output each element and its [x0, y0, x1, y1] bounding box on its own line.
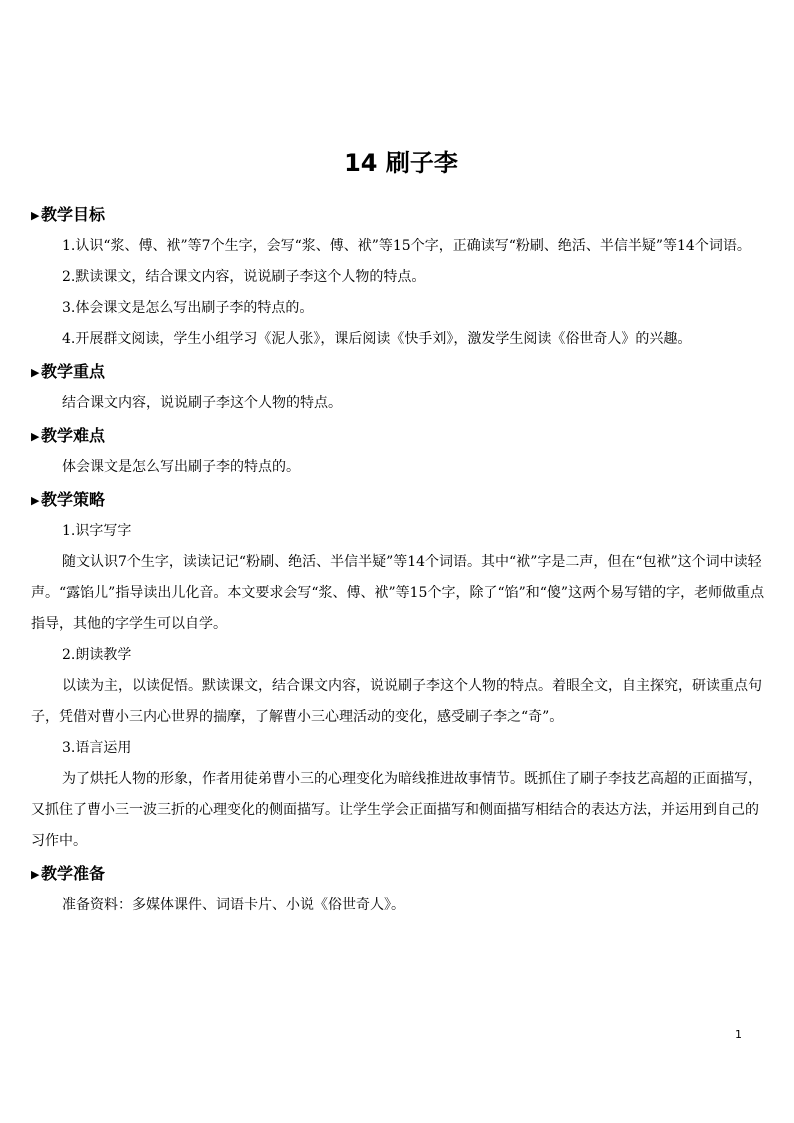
section-heading-text: 教学准备 [41, 864, 106, 883]
page-title: 14 刷子李 [344, 149, 458, 177]
paragraph: 体会课文是怎么写出刷子李的特点的。 [62, 459, 300, 475]
triangle-marker-icon: ▶ [31, 209, 40, 222]
paragraph: 1.识字写字 [62, 523, 132, 539]
paragraph: 以读为主，以读促悟。默读课文，结合课文内容，说说刷子李这个人物的特点。着眼全文，自主探究，研读重点句子，凭借对曹小三内心世界的揣摩，了解曹小三心理活动的变化，感受刷子李之“奇”。 [31, 678, 762, 725]
document-page [31, 0, 771, 1123]
paragraph: 2.默读课文，结合课文内容，说说刷子李这个人物的特点。 [62, 269, 426, 285]
section-heading [31, 198, 771, 231]
section-difficulties [31, 419, 771, 483]
paragraph: 1.认识“浆、傅、袱”等7个生字，会写“浆、傅、袱”等15个字，正确读写“粉刷、绝活、半信半疑”等14个词语。 [62, 238, 751, 254]
section-heading [31, 857, 771, 890]
section-heading-text: 教学重点 [41, 362, 106, 381]
paragraph: 随文认识7个生字，读读记记“粉刷、绝活、半信半疑”等14个词语。其中“袱”字是二声，但在“包袱”这个词中读轻声。“露馅儿”指导读出儿化音。本文要求会写“浆、傅、袱”等15个字，除了“馅”和“傻”这两个易写错的字，老师做重点指导，其他的字学生可以自学。 [31, 554, 765, 632]
triangle-marker-icon: ▶ [31, 366, 40, 379]
paragraph: 准备资料：多媒体课件、词语卡片、小说《俗世奇人》。 [62, 897, 405, 913]
section-heading-text: 教学难点 [41, 426, 106, 445]
paragraph: 为了烘托人物的形象，作者用徒弟曹小三的心理变化为暗线推进故事情节。既抓住了刷子李技艺高超的正面描写，又抓住了曹小三一波三折的心理变化的侧面描写。让学生学会正面描写和侧面描写相结合的表达方法，并运用到自己的习作中。 [31, 771, 762, 849]
page-number: 1 [735, 1028, 742, 1041]
section-teaching-goals [31, 198, 771, 355]
section-heading-text: 教学策略 [41, 490, 106, 509]
section-preparation [31, 857, 771, 921]
section-strategies [31, 483, 771, 857]
triangle-marker-icon: ▶ [31, 430, 40, 443]
paragraph: 2.朗读教学 [62, 647, 132, 663]
paragraph: 结合课文内容，说说刷子李这个人物的特点。 [62, 395, 342, 411]
paragraph: 3.体会课文是怎么写出刷子李的特点的。 [62, 300, 314, 316]
section-heading-text: 教学目标 [41, 205, 106, 224]
section-heading [31, 419, 771, 452]
section-key-points [31, 355, 771, 419]
section-heading [31, 355, 771, 388]
document-body [31, 198, 771, 921]
paragraph: 3.语言运用 [62, 740, 132, 756]
paragraph: 4.开展群文阅读，学生小组学习《泥人张》，课后阅读《快手刘》，激发学生阅读《俗世奇人》的兴趣。 [62, 331, 692, 347]
triangle-marker-icon: ▶ [31, 868, 40, 881]
section-heading [31, 483, 771, 516]
triangle-marker-icon: ▶ [31, 494, 40, 507]
